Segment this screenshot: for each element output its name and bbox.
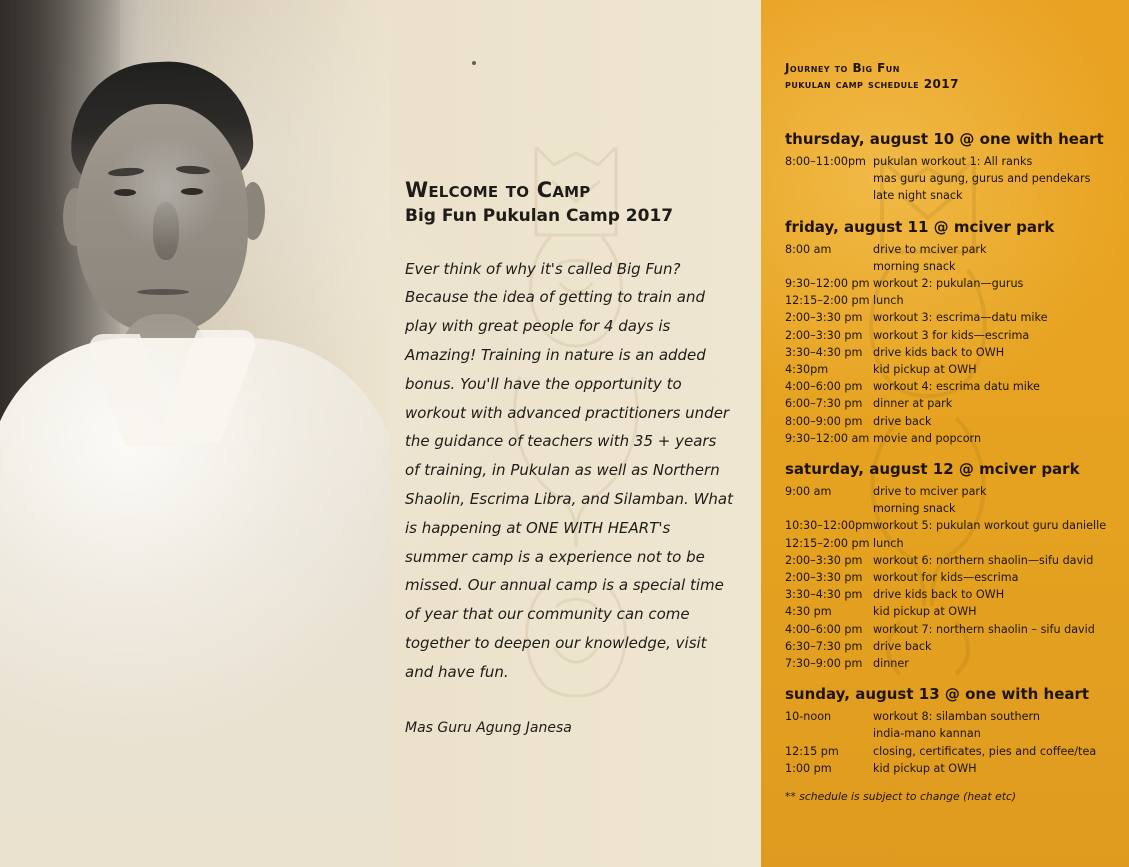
photo-speck bbox=[472, 61, 476, 65]
event-description: workout 2: pukulan—gurus bbox=[873, 277, 1024, 291]
portrait-mouth bbox=[137, 289, 189, 295]
schedule-panel bbox=[761, 0, 1129, 867]
event-description: india-mano kannan bbox=[873, 727, 981, 741]
schedule-row bbox=[785, 725, 1118, 742]
event-description: lunch bbox=[873, 536, 904, 550]
portrait-eye-right bbox=[181, 188, 203, 195]
event-description: mas guru agung, gurus and pendekars bbox=[873, 172, 1091, 186]
event-time: 2:00–3:30 pm bbox=[785, 571, 863, 585]
schedule-list bbox=[785, 129, 1118, 777]
event-description: drive to mciver park bbox=[873, 485, 987, 499]
schedule-title-line-2: pukulan camp schedule 2017 bbox=[785, 77, 959, 91]
schedule-row bbox=[785, 638, 1118, 655]
schedule-row bbox=[785, 187, 1118, 204]
portrait-nose bbox=[153, 202, 179, 260]
event-time: 3:30–4:30 pm bbox=[785, 345, 863, 359]
schedule-row bbox=[785, 344, 1118, 361]
event-time: 12:15 pm bbox=[785, 744, 839, 758]
day-heading-sunday: sunday, august 13 @ one with heart bbox=[785, 685, 1090, 704]
event-time: 10:30–12:00pm bbox=[785, 519, 874, 533]
day-block-friday bbox=[785, 217, 1118, 447]
day-block-saturday bbox=[785, 459, 1118, 672]
historic-portrait bbox=[0, 0, 390, 867]
schedule-row bbox=[785, 170, 1118, 187]
schedule-row bbox=[785, 743, 1118, 760]
schedule-row bbox=[785, 621, 1118, 638]
portrait-eye-left bbox=[114, 189, 136, 196]
event-description: workout 7: northern shaolin – sifu david bbox=[873, 622, 1095, 636]
event-description: pukulan workout 1: All ranks bbox=[873, 155, 1033, 168]
event-description: morning snack bbox=[873, 259, 956, 273]
event-time: 10-noon bbox=[785, 710, 832, 724]
schedule-row bbox=[785, 586, 1118, 603]
event-time: 9:30–12:00 pm bbox=[785, 277, 870, 291]
event-time: 4:30pm bbox=[785, 363, 829, 377]
schedule-row bbox=[785, 275, 1118, 292]
event-time: 6:00–7:30 pm bbox=[785, 397, 863, 411]
schedule-row bbox=[785, 395, 1118, 412]
event-time: 12:15–2:00 pm bbox=[785, 294, 870, 308]
schedule-row bbox=[785, 655, 1118, 672]
welcome-content bbox=[405, 178, 735, 736]
schedule-row bbox=[785, 517, 1118, 534]
schedule-row bbox=[785, 603, 1118, 620]
event-description: drive back bbox=[873, 414, 932, 428]
schedule-title-line-1: Journey to Big Fun bbox=[785, 61, 900, 75]
event-description: kid pickup at OWH bbox=[873, 363, 977, 377]
event-description: drive kids back to OWH bbox=[873, 588, 1005, 602]
day-heading-saturday: saturday, august 12 @ mciver park bbox=[785, 460, 1080, 479]
schedule-row bbox=[785, 153, 1118, 170]
schedule-row bbox=[785, 708, 1118, 725]
day-block-sunday bbox=[785, 684, 1118, 777]
schedule-row bbox=[785, 760, 1118, 777]
event-description: movie and popcorn bbox=[873, 431, 982, 445]
schedule-row bbox=[785, 258, 1118, 275]
schedule-row bbox=[785, 361, 1118, 378]
event-time: 4:00–6:00 pm bbox=[785, 380, 863, 394]
day-block-thursday bbox=[785, 129, 1118, 205]
event-description: workout for kids—escrima bbox=[873, 571, 1019, 585]
schedule-row bbox=[785, 292, 1118, 309]
schedule-row bbox=[785, 535, 1118, 552]
event-time: 9:30–12:00 am bbox=[785, 431, 870, 445]
event-time: 9:00 am bbox=[785, 485, 832, 499]
event-time: 1:00 pm bbox=[785, 761, 832, 775]
event-description: kid pickup at OWH bbox=[873, 761, 977, 775]
event-time: 4:30 pm bbox=[785, 605, 832, 619]
event-description: lunch bbox=[873, 294, 904, 308]
schedule-row bbox=[785, 327, 1118, 344]
event-time: 7:30–9:00 pm bbox=[785, 657, 863, 671]
event-time: 12:15–2:00 pm bbox=[785, 536, 870, 550]
event-time: 2:00–3:30 pm bbox=[785, 311, 863, 325]
camp-subtitle: Big Fun Pukulan Camp 2017 bbox=[405, 206, 674, 227]
event-description: workout 8: silamban southern bbox=[873, 710, 1041, 724]
event-description: drive to mciver park bbox=[873, 242, 987, 256]
day-heading-thursday: thursday, august 10 @ one with heart bbox=[785, 130, 1104, 148]
event-description: workout 3: escrima—datu mike bbox=[873, 311, 1048, 325]
event-time: 6:30–7:30 pm bbox=[785, 639, 863, 653]
event-description: workout 5: pukulan workout guru danielle bbox=[873, 519, 1107, 533]
event-time: 2:00–3:30 pm bbox=[785, 553, 863, 567]
schedule-row bbox=[785, 483, 1118, 500]
schedule-header bbox=[785, 60, 1105, 92]
event-description: kid pickup at OWH bbox=[873, 605, 977, 619]
event-description: morning snack bbox=[873, 502, 956, 516]
signature: Mas Guru Agung Janesa bbox=[405, 720, 572, 737]
event-description: workout 4: escrima datu mike bbox=[873, 380, 1040, 394]
schedule-row bbox=[785, 241, 1118, 258]
event-time: 3:30–4:30 pm bbox=[785, 588, 863, 602]
welcome-title: Welcome to Camp bbox=[405, 178, 591, 202]
event-time: 8:00 am bbox=[785, 242, 832, 256]
schedule-row bbox=[785, 378, 1118, 395]
event-description: drive kids back to OWH bbox=[873, 345, 1005, 359]
day-heading-friday: friday, august 11 @ mciver park bbox=[785, 217, 1055, 236]
event-time: 4:00–6:00 pm bbox=[785, 622, 863, 636]
event-description: late night snack bbox=[873, 189, 963, 203]
schedule-row bbox=[785, 430, 1118, 447]
event-description: drive back bbox=[873, 639, 932, 653]
event-description: workout 3 for kids—escrima bbox=[873, 328, 1030, 342]
schedule-row bbox=[785, 500, 1118, 517]
event-description: dinner bbox=[873, 657, 909, 671]
schedule-note: ** schedule is subject to change (heat etc) bbox=[785, 790, 1017, 803]
event-description: dinner at park bbox=[873, 397, 953, 411]
event-time: 8:00–11:00pm bbox=[785, 155, 866, 168]
schedule-row bbox=[785, 413, 1118, 430]
event-time: 8:00–9:00 pm bbox=[785, 414, 863, 428]
schedule-row bbox=[785, 552, 1118, 569]
event-description: workout 6: northern shaolin—sifu david bbox=[873, 553, 1094, 567]
schedule-row bbox=[785, 309, 1118, 326]
schedule-row bbox=[785, 569, 1118, 586]
welcome-paragraph: Ever think of why it's called Big Fun? Because the idea of getting to train and play with great people for 4 days is Amazing! Training in nature is an added bonus. You'll have the opportunity to workout with advanced practitioners under the guidance of teachers with 35 + years of training, in Pukulan as well as Northern Shaolin, Escrima Libra, and Silamban. What is happening at ONE WITH HEART's summer camp is a experience not to be missed. Our annual camp is a special time of year that our community can come together to deepen our knowledge, visit and have fun. bbox=[405, 259, 733, 681]
event-description: closing, certificates, pies and coffee/tea bbox=[873, 744, 1097, 758]
event-time: 2:00–3:30 pm bbox=[785, 328, 863, 342]
